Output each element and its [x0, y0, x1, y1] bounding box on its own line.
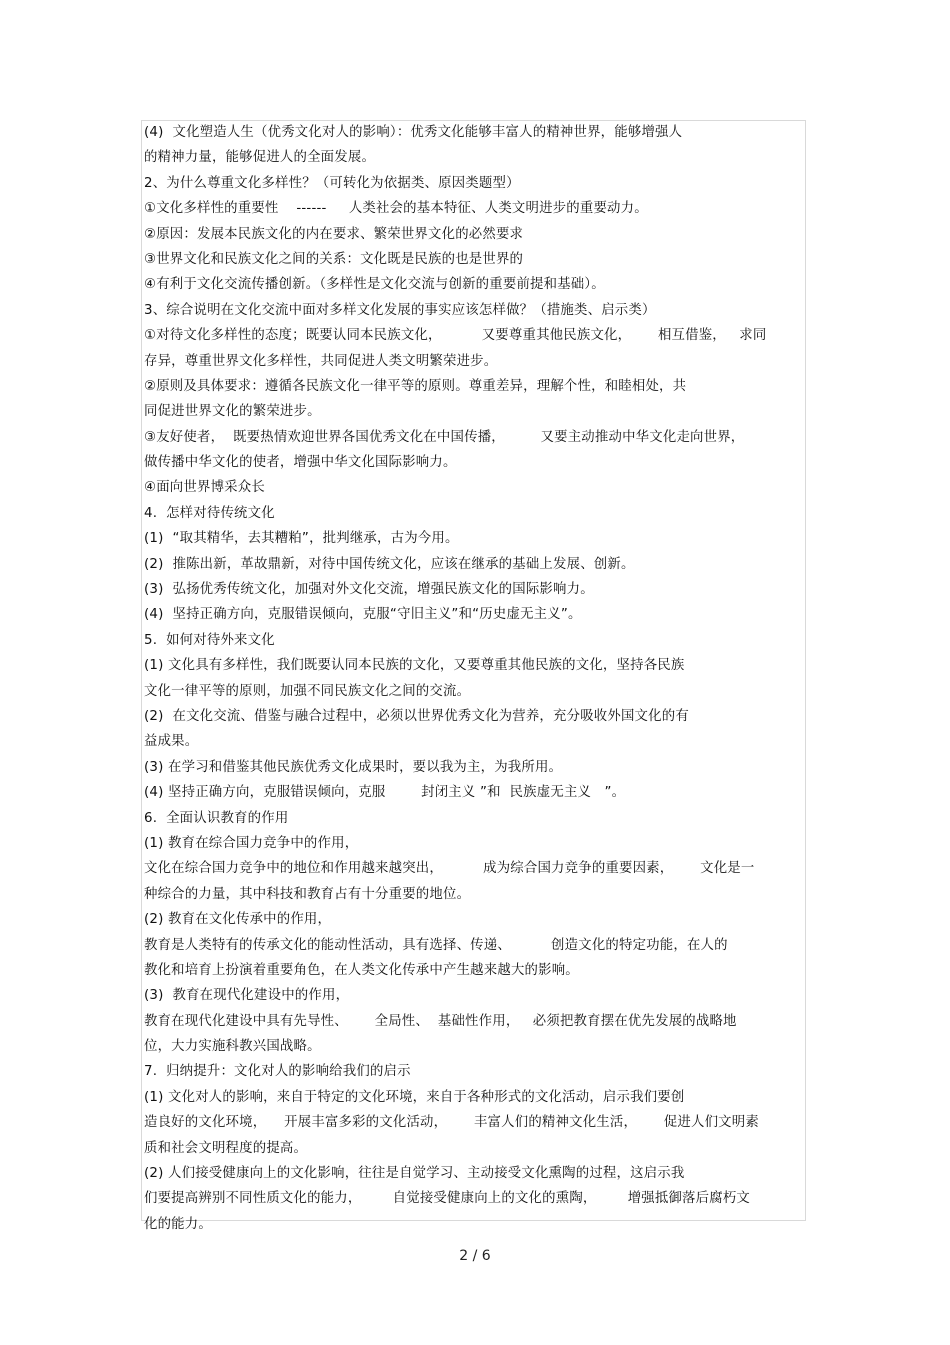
text-line: ④面向世界博采众长: [144, 480, 265, 496]
text-line: ①对待文化多样性的态度；既要认同本民族文化， 又要尊重其他民族文化， 相互借鉴， 求同: [144, 328, 767, 344]
text-line: 文化一律平等的原则，加强不同民族文化之间的交流。: [144, 683, 471, 699]
text-line: 们要提高辨别不同性质文化的能力， 自觉接受健康向上的文化的熏陶， 增强抵御落后腐朽文: [144, 1191, 751, 1207]
text-line: 种综合的力量，其中科技和教育占有十分重要的地位。: [144, 886, 471, 902]
text-line: ③友好使者， 既要热情欢迎世界各国优秀文化在中国传播， 又要主动推动中华文化走向世界，: [144, 429, 745, 445]
text-line: (2) 人们接受健康向上的文化影响，往往是自觉学习、主动接受文化熏陶的过程，这启示我: [144, 1166, 685, 1182]
text-line: (2) 在文化交流、借鉴与融合过程中，必须以世界优秀文化为营养，充分吸收外国文化的有: [144, 708, 689, 724]
text-line: 化的能力。: [144, 1216, 212, 1232]
text-line: 3、综合说明在文化交流中面对多样文化发展的事实应该怎样做？（措施类、启示类）: [144, 302, 656, 318]
text-line: (1) “取其精华，去其糟粕”，批判继承，古为今用。: [144, 531, 459, 547]
text-line: (2) 推陈出新，革故鼎新，对待中国传统文化，应该在继承的基础上发展、创新。: [144, 556, 635, 572]
text-line: ②原则及具体要求：遵循各民族文化一律平等的原则。尊重差异，理解个性，和睦相处，共: [144, 378, 687, 394]
text-line: ③世界文化和民族文化之间的关系：文化既是民族的也是世界的: [144, 251, 524, 267]
text-line: 益成果。: [144, 734, 199, 750]
text-line: (4) 文化塑造人生（优秀文化对人的影响）：优秀文化能够丰富人的精神世界，能够增强人: [144, 125, 683, 140]
text-line: 同促进世界文化的繁荣进步。: [144, 404, 321, 420]
text-line: 位，大力实施科教兴国战略。: [144, 1039, 321, 1055]
text-line: 5. 如何对待外来文化: [144, 632, 275, 648]
text-line: 4. 怎样对待传统文化: [144, 505, 275, 521]
text-line: 7. 归纳提升：文化对人的影响给我们的启示: [144, 1064, 411, 1080]
text-line: 教化和培育上扮演着重要角色，在人类文化传承中产生越来越大的影响。: [144, 962, 579, 978]
text-line: (4) 坚持正确方向，克服错误倾向，克服“守旧主义”和“历史虚无主义”。: [144, 607, 582, 623]
text-line: (3) 教育在现代化建设中的作用，: [144, 988, 350, 1004]
text-line: 的精神力量，能够促进人的全面发展。: [144, 150, 376, 166]
text-line: 教育是人类特有的传承文化的能动性活动，具有选择、传递、 创造文化的特定功能，在人的: [144, 937, 728, 953]
text-line: (1) 文化具有多样性，我们既要认同本民族的文化，又要尊重其他民族的文化，坚持各民族: [144, 658, 685, 674]
text-line: ①文化多样性的重要性 ------ 人类社会的基本特征、人类文明进步的重要动力。: [144, 201, 648, 217]
text-line: (3) 在学习和借鉴其他民族优秀文化成果时，要以我为主，为我所用。: [144, 759, 563, 775]
text-line: (2) 教育在文化传承中的作用，: [144, 912, 332, 928]
text-line: 存异，尊重世界文化多样性，共同促进人类文明繁荣进步。: [144, 353, 498, 369]
text-line: ④有利于文化交流传播创新。（多样性是文化交流与创新的重要前提和基础）。: [144, 277, 605, 293]
text-line: 文化在综合国力竞争中的地位和作用越来越突出， 成为综合国力竞争的重要因素， 文化是一: [144, 861, 755, 877]
text-line: 6. 全面认识教育的作用: [144, 810, 289, 826]
text-line: (4) 坚持正确方向，克服错误倾向，克服 封闭主义 ”和 民族虚无主义 ”。: [144, 785, 626, 801]
text-line: 造良好的文化环境， 开展丰富多彩的文化活动， 丰富人们的精神文化生活， 促进人们文明素: [144, 1115, 759, 1131]
text-line: 质和社会文明程度的提高。: [144, 1140, 308, 1156]
text-line: 2、为什么尊重文化多样性？（可转化为依据类、原因类题型）: [144, 175, 520, 191]
page-number: 2 / 6: [459, 1248, 491, 1264]
text-line: 做传播中华文化的使者，增强中华文化国际影响力。: [144, 455, 457, 471]
document-body: [144, 120, 806, 1237]
text-line: 教育在现代化建设中具有先导性、 全局性、 基础性作用， 必须把教育摆在优先发展的战略地: [144, 1013, 737, 1029]
text-line: (1) 教育在综合国力竞争中的作用，: [144, 835, 359, 851]
text-line: (3) 弘扬优秀传统文化，加强对外文化交流，增强民族文化的国际影响力。: [144, 582, 594, 598]
text-line: ②原因：发展本民族文化的内在要求、繁荣世界文化的必然要求: [144, 226, 524, 242]
text-line: (1) 文化对人的影响，来自于特定的文化环境，来自于各种形式的文化活动，启示我们要创: [144, 1089, 685, 1105]
